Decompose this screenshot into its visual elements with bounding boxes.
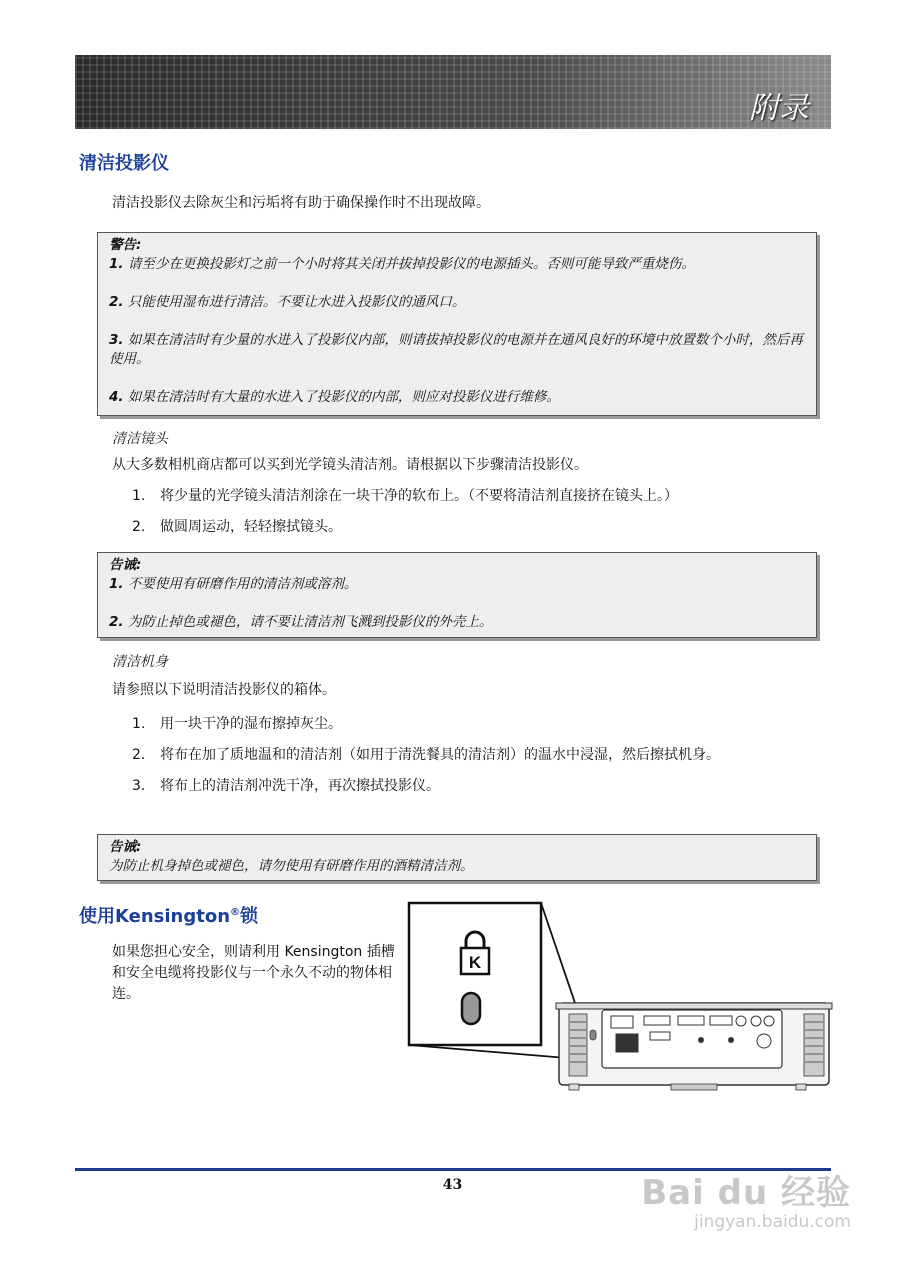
list-item: 1. 用一块干净的湿布擦掉灰尘。 <box>132 716 342 732</box>
lens-intro: 从大多数相机商店都可以买到光学镜头清洁剂。请根据以下步骤清洁投影仪。 <box>112 457 588 473</box>
kensington-slot-icon <box>462 993 480 1024</box>
caution-item: 2. 为防止掉色或褪色，请不要让清洁剂飞溅到投影仪的外壳上。 <box>109 614 493 630</box>
warning-title: 警告: <box>109 237 142 253</box>
section-heading-kensington: 使用Kensington®锁 <box>79 906 259 927</box>
warning-item: 2. 只能使用湿布进行清洁。不要让水进入投影仪的通风口。 <box>109 294 466 310</box>
section-heading-cleaning: 清洁投影仪 <box>79 153 169 174</box>
lens-steps <box>132 486 678 538</box>
baidu-watermark <box>641 1165 851 1232</box>
caution-box-2 <box>97 834 817 881</box>
caution-text: 为防止机身掉色或褪色，请勿使用有研磨作用的酒精清洁剂。 <box>109 858 474 874</box>
lock-letter: K <box>468 953 482 972</box>
projector-rear-icon <box>556 1003 832 1090</box>
warning-item: 1. 请至少在更换投影灯之前一个小时将其关闭并拔掉投影仪的电源插头。否则可能导致严重烧伤。 <box>109 256 695 272</box>
cleaning-intro: 清洁投影仪去除灰尘和污垢将有助于确保操作时不出现故障。 <box>112 195 490 211</box>
body-steps <box>132 714 802 797</box>
page-number: 43 <box>442 1177 463 1193</box>
body-intro: 请参照以下说明清洁投影仪的箱体。 <box>112 682 336 698</box>
caution-title: 告诫: <box>109 557 142 573</box>
list-item: 3. 将布上的清洁剂冲洗干净，再次擦拭投影仪。 <box>132 778 440 794</box>
watermark-main: Bai du 经验 <box>641 1173 851 1213</box>
list-item: 2. 将布在加了质地温和的清洁剂（如用于清洗餐具的清洁剂）的温水中浸湿，然后擦拭机身。 <box>132 747 720 763</box>
kensington-text: 如果您担心安全，则请利用 Kensington 插槽和安全电缆将投影仪与一个永久不动的物体相连。 <box>112 944 395 1002</box>
warning-item: 3. 如果在清洁时有少量的水进入了投影仪内部，则请拔掉投影仪的电源并在通风良好的环境中放置数个小时，然后再使用。 <box>109 332 803 367</box>
caution-title: 告诫: <box>109 839 142 855</box>
watermark-url: jingyan.baidu.com <box>694 1212 851 1232</box>
chapter-banner <box>75 55 831 129</box>
list-item: 1. 将少量的光学镜头清洁剂涂在一块干净的软布上。（不要将清洁剂直接挤在镜头上。） <box>132 488 678 504</box>
subheading-body: 清洁机身 <box>112 654 168 670</box>
warning-item: 4. 如果在清洁时有大量的水进入了投影仪的内部，则应对投影仪进行维修。 <box>109 389 560 405</box>
kensington-slot-illustration <box>406 900 836 1095</box>
warning-box <box>97 232 817 416</box>
chapter-title: 附录 <box>749 91 809 126</box>
caution-item: 1. 不要使用有研磨作用的清洁剂或溶剂。 <box>109 576 358 592</box>
list-item: 2. 做圆周运动，轻轻擦拭镜头。 <box>132 519 342 535</box>
subheading-lens: 清洁镜头 <box>112 431 168 447</box>
caution-box-1 <box>97 552 817 638</box>
